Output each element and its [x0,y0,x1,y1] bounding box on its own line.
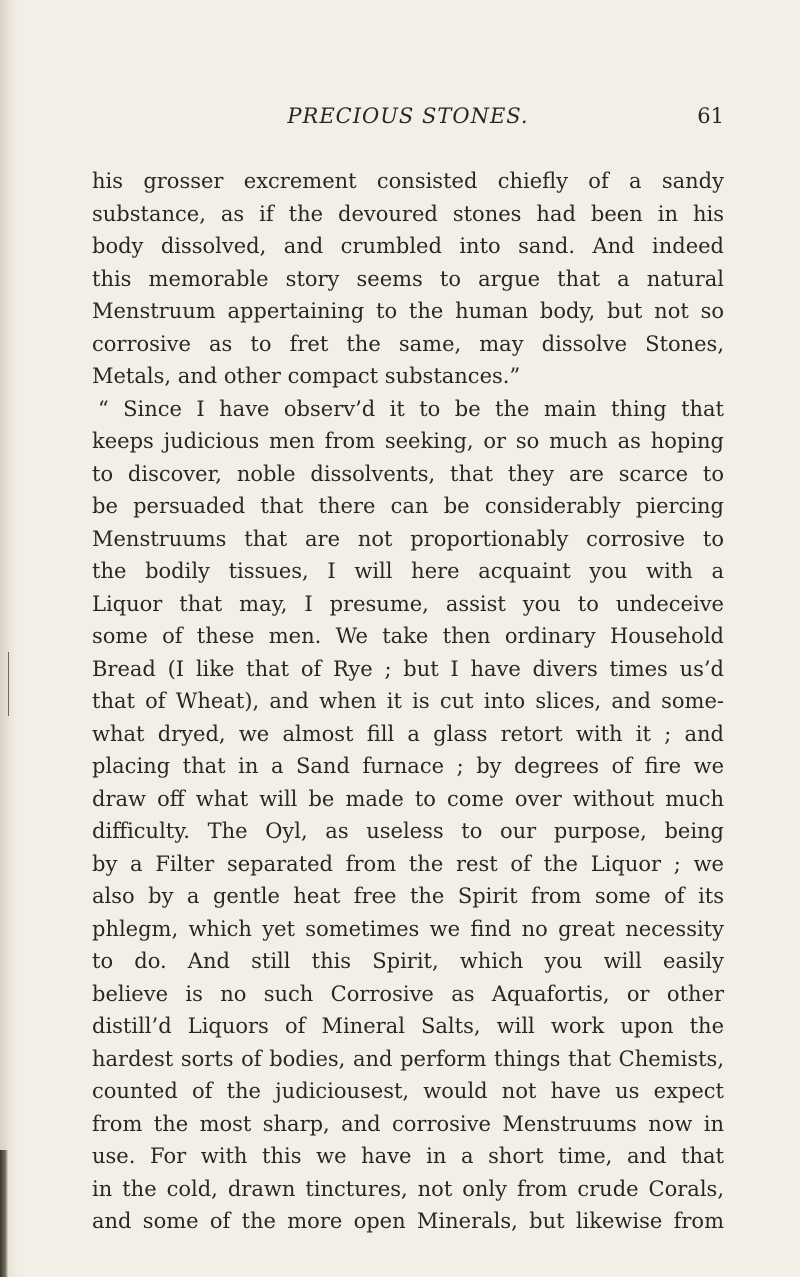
text-line: counted of the judiciousest, would not have us expect [92,1079,724,1103]
body-text [92,165,724,1238]
text-line: this memorable story seems to argue that a natural [92,266,724,291]
text-line: draw off what will be made to come over without much [92,786,724,811]
text-line: from the most sharp, and corrosive Menstruums now in [92,1111,724,1136]
text-line: corrosive as to fret the same, may dissolve Stones, [92,331,724,356]
page-gutter-shadow [0,0,18,1277]
binding-shadow [0,1150,8,1277]
page-header [92,104,724,136]
text-line: keeps judicious men from seeking, or so much as hoping [92,429,724,453]
running-title: PRECIOUS STONES. [287,104,529,128]
text-line: by a Filter separated from the rest of the Liquor ; we [92,851,724,876]
text-line: what dryed, we almost fill a glass retort with it ; and [92,721,724,746]
text-line: Menstruums that are not proportionably corrosive to [92,526,724,551]
text-line: body dissolved, and crumbled into sand. And indeed [92,234,724,258]
text-line: Menstruum appertaining to the human body, but not so [92,299,724,323]
text-line: believe is no such Corrosive as Aquafortis, or other [92,981,724,1006]
text-line: the bodily tissues, I will here acquaint you with a [92,559,724,583]
text-line: be persuaded that there can be considerably piercing [92,494,724,518]
text-line: distill’d Liquors of Mineral Salts, will work upon the [92,1014,724,1038]
text-line: Metals, and other compact substances.” [92,364,521,388]
page-number: 61 [697,104,724,128]
text-line: to discover, noble dissolvents, that they are scarce to [92,461,724,486]
text-line: his grosser excrement consisted chiefly of a sandy [92,169,724,193]
text-line: to do. And still this Spirit, which you will easily [92,949,724,973]
text-line: that of Wheat), and when it is cut into slices, and some- [92,689,724,713]
text-line: substance, as if the devoured stones had been in his [92,201,724,226]
text-line: Bread (I like that of Rye ; but I have divers times us’d [92,656,724,681]
text-line: placing that in a Sand furnace ; by degrees of fire we [92,754,724,778]
text-line: Liquor that may, I presume, assist you to undeceive [92,591,724,616]
text-line: some of these men. We take then ordinary Household [92,624,724,648]
text-line: difficulty. The Oyl, as useless to our purpose, being [92,819,724,843]
text-line: also by a gentle heat free the Spirit from some of its [92,884,724,908]
text-line: hardest sorts of bodies, and perform things that Chemists, [92,1046,724,1071]
page-edge-mark [8,652,9,716]
text-line: use. For with this we have in a short time, and that [92,1144,724,1168]
text-line: phlegm, which yet sometimes we find no great necessity [92,916,724,941]
text-line: “ Since I have observ’d it to be the main thing that [98,396,724,421]
text-line: and some of the more open Minerals, but likewise from [92,1209,724,1233]
text-line: in the cold, drawn tinctures, not only from crude Corals, [92,1176,724,1201]
